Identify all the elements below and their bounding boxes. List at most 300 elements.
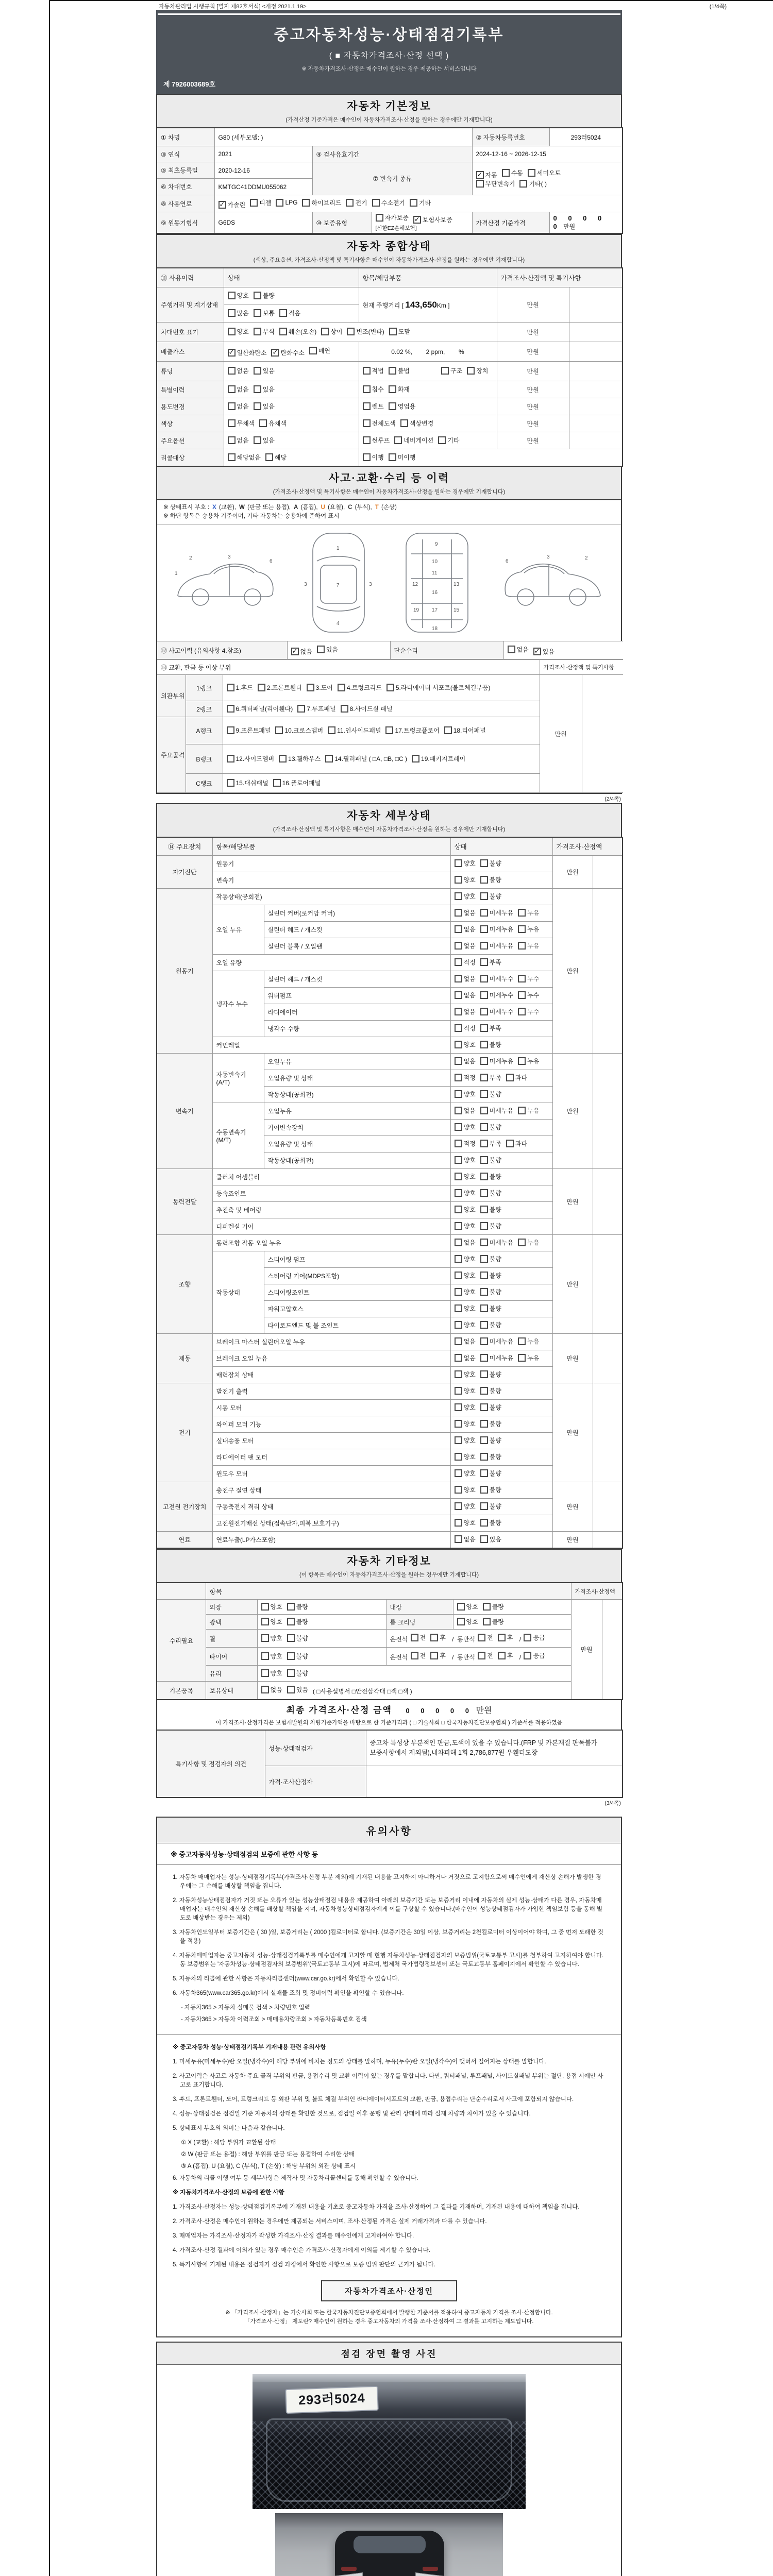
checkbox-option[interactable] — [480, 1238, 513, 1247]
checkbox-option[interactable] — [480, 1403, 501, 1412]
checkbox[interactable] — [385, 726, 393, 734]
checkbox-option[interactable] — [455, 1287, 476, 1296]
state-options[interactable] — [450, 1087, 552, 1103]
checkbox-option[interactable] — [328, 726, 381, 735]
checkbox-option[interactable] — [228, 436, 249, 445]
checkbox-option[interactable] — [254, 327, 275, 336]
checkbox[interactable] — [457, 1618, 465, 1625]
checkbox[interactable] — [389, 385, 396, 393]
checkbox-option[interactable] — [476, 171, 497, 179]
checkbox-option[interactable] — [480, 1304, 501, 1313]
state-options[interactable] — [450, 1350, 552, 1367]
checkbox[interactable] — [389, 328, 397, 335]
checkbox[interactable] — [325, 755, 333, 762]
checkbox-option[interactable] — [455, 892, 476, 901]
checkbox-option[interactable] — [455, 1535, 476, 1544]
checkbox[interactable] — [307, 684, 314, 691]
state-options[interactable] — [257, 1648, 386, 1666]
checkbox-option[interactable] — [478, 1633, 493, 1642]
checkbox[interactable] — [518, 1337, 526, 1345]
checkbox[interactable] — [254, 402, 261, 410]
checkbox[interactable] — [518, 1057, 526, 1065]
checkbox-option[interactable] — [363, 419, 396, 428]
checkbox[interactable] — [455, 1255, 462, 1263]
checkbox[interactable] — [518, 1354, 526, 1362]
checkbox[interactable] — [309, 347, 317, 354]
checkbox[interactable] — [302, 199, 310, 207]
checkbox-option[interactable] — [455, 1139, 476, 1148]
state-options[interactable] — [450, 1103, 552, 1120]
checkbox[interactable] — [480, 1288, 488, 1296]
checkbox[interactable] — [287, 1634, 295, 1642]
checkbox-option[interactable] — [455, 958, 476, 967]
checkbox[interactable] — [261, 1686, 269, 1693]
checkbox[interactable] — [228, 367, 236, 375]
checkbox-option[interactable] — [533, 647, 554, 656]
checkbox[interactable] — [498, 1652, 506, 1659]
checkbox[interactable] — [455, 1189, 462, 1197]
checkbox-option[interactable] — [457, 1602, 478, 1611]
checkbox-option[interactable] — [254, 366, 275, 375]
checkbox[interactable] — [455, 1239, 462, 1246]
checkbox-option[interactable] — [455, 1304, 476, 1313]
checkbox[interactable] — [455, 1140, 462, 1147]
checkbox-option[interactable] — [275, 726, 323, 735]
checkbox[interactable] — [480, 1173, 488, 1180]
warranty-options[interactable] — [372, 212, 472, 234]
checkbox-option[interactable] — [228, 453, 261, 462]
checkbox[interactable] — [411, 1634, 418, 1641]
checkbox[interactable] — [518, 1107, 526, 1114]
checkbox[interactable] — [276, 199, 283, 207]
checkbox[interactable] — [410, 199, 417, 207]
checkbox[interactable]: ✓ — [413, 216, 421, 224]
checkbox[interactable] — [476, 180, 484, 188]
checkbox-option[interactable] — [279, 309, 300, 317]
state-options[interactable] — [450, 1235, 552, 1251]
checkbox-option[interactable] — [519, 179, 547, 188]
checkbox[interactable] — [455, 1403, 462, 1411]
checkbox[interactable] — [480, 1321, 488, 1329]
checkbox[interactable] — [261, 1669, 269, 1677]
checkbox[interactable] — [518, 991, 526, 999]
state-options[interactable] — [450, 1136, 552, 1153]
state-options[interactable] — [450, 1482, 552, 1499]
state-options[interactable] — [450, 1515, 552, 1532]
checkbox[interactable] — [455, 1272, 462, 1279]
checkbox[interactable] — [455, 1304, 462, 1312]
checkbox[interactable] — [438, 436, 446, 444]
checkbox-option[interactable] — [228, 309, 249, 317]
checkbox[interactable]: ✓ — [271, 349, 279, 357]
checkbox-option[interactable] — [480, 1255, 501, 1263]
checkbox-option[interactable] — [279, 754, 321, 763]
state-options[interactable] — [450, 1218, 552, 1235]
checkbox[interactable] — [275, 726, 283, 734]
state-options[interactable] — [453, 1600, 571, 1615]
checkbox-option[interactable] — [480, 1502, 501, 1511]
checkbox[interactable] — [480, 1008, 488, 1015]
checkbox[interactable] — [518, 942, 526, 950]
special-state-options[interactable] — [224, 381, 359, 398]
checkbox-option[interactable] — [455, 1189, 476, 1197]
transmission-row-2[interactable] — [476, 179, 619, 189]
checkbox[interactable] — [430, 1634, 438, 1641]
checkbox-option[interactable] — [480, 1271, 501, 1280]
checkbox-option[interactable] — [502, 168, 523, 177]
checkbox-option[interactable] — [480, 1139, 501, 1148]
checkbox-option[interactable] — [455, 1238, 476, 1247]
checkbox-option[interactable] — [302, 198, 341, 207]
state-options[interactable] — [450, 1185, 552, 1202]
checkbox-option[interactable] — [455, 1106, 476, 1115]
checkbox-option[interactable] — [480, 974, 513, 983]
checkbox-option[interactable] — [372, 198, 405, 207]
checkbox-option[interactable] — [455, 1222, 476, 1230]
state-options[interactable] — [450, 1367, 552, 1383]
state-options[interactable] — [257, 1600, 386, 1615]
checkbox-option[interactable] — [455, 1386, 476, 1395]
state-options[interactable] — [257, 1615, 386, 1630]
checkbox-option[interactable] — [386, 683, 491, 692]
checkbox-option[interactable] — [321, 327, 342, 336]
state-options[interactable] — [450, 856, 552, 872]
checkbox[interactable] — [455, 991, 462, 999]
checkbox-option[interactable] — [455, 1024, 476, 1032]
checkbox-option[interactable] — [273, 778, 321, 787]
wheel-position-options[interactable] — [386, 1630, 571, 1648]
checkbox-option[interactable] — [287, 1669, 308, 1677]
checkbox[interactable] — [518, 925, 526, 933]
checkbox[interactable] — [317, 646, 325, 653]
state-options[interactable] — [450, 1251, 552, 1268]
checkbox[interactable] — [480, 1535, 488, 1543]
checkbox[interactable] — [455, 1123, 462, 1131]
checkbox-option[interactable] — [261, 1652, 282, 1660]
checkbox-option[interactable] — [254, 309, 275, 317]
checkbox[interactable] — [480, 1057, 488, 1065]
checkbox-option[interactable] — [297, 704, 335, 713]
checkbox-option[interactable] — [457, 1617, 478, 1626]
checkbox-option[interactable] — [480, 1024, 501, 1032]
checkbox-option[interactable] — [480, 1090, 501, 1098]
mileage-amount-options[interactable] — [224, 304, 359, 323]
checkbox[interactable] — [480, 1074, 488, 1081]
checkbox-option[interactable] — [441, 366, 462, 375]
checkbox[interactable] — [227, 779, 234, 787]
state-options[interactable] — [450, 1284, 552, 1301]
checkbox-option[interactable] — [480, 1353, 513, 1362]
checkbox[interactable] — [279, 328, 287, 335]
checkbox[interactable] — [502, 169, 510, 177]
checkbox-option[interactable] — [480, 1535, 501, 1544]
transmission-row-1[interactable] — [476, 168, 619, 179]
rankB-options[interactable] — [223, 744, 540, 774]
checkbox-option[interactable] — [250, 198, 271, 207]
checkbox-option[interactable] — [455, 1123, 476, 1131]
checkbox-option[interactable] — [518, 974, 539, 983]
checkbox[interactable] — [389, 402, 396, 410]
checkbox[interactable] — [455, 925, 462, 933]
checkbox[interactable] — [228, 453, 236, 461]
checkbox-option[interactable] — [455, 1452, 476, 1461]
state-options[interactable] — [450, 1070, 552, 1087]
checkbox-option[interactable] — [287, 1617, 308, 1626]
checkbox-option[interactable] — [227, 754, 275, 763]
checkbox[interactable] — [480, 1239, 488, 1246]
checkbox-option[interactable] — [438, 436, 459, 445]
checkbox[interactable] — [363, 385, 371, 393]
checkbox-option[interactable] — [480, 925, 513, 934]
checkbox[interactable] — [228, 419, 236, 427]
state-options[interactable] — [450, 1317, 552, 1334]
checkbox[interactable] — [254, 385, 261, 393]
checkbox[interactable] — [480, 1387, 488, 1395]
checkbox[interactable]: ✓ — [291, 648, 299, 655]
checkbox[interactable] — [455, 1041, 462, 1048]
rankC-options[interactable] — [223, 774, 540, 793]
checkbox[interactable] — [297, 705, 305, 713]
checkbox-option[interactable] — [455, 1518, 476, 1527]
checkbox-option[interactable] — [476, 179, 515, 188]
checkbox[interactable] — [480, 1436, 488, 1444]
checkbox-option[interactable] — [455, 974, 476, 983]
checkbox[interactable] — [480, 925, 488, 933]
color-state-options[interactable] — [224, 415, 359, 432]
checkbox-option[interactable] — [279, 327, 316, 336]
checkbox[interactable] — [455, 859, 462, 867]
checkbox-option[interactable] — [411, 1633, 426, 1642]
simple-repair-options[interactable] — [503, 641, 623, 659]
checkbox-option[interactable] — [480, 1370, 501, 1379]
checkbox[interactable] — [441, 367, 449, 375]
checkbox[interactable] — [430, 1652, 438, 1659]
checkbox[interactable] — [455, 975, 462, 982]
checkbox[interactable] — [455, 1535, 462, 1543]
checkbox-option[interactable] — [455, 1040, 476, 1049]
checkbox-option[interactable] — [455, 1271, 476, 1280]
checkbox[interactable] — [341, 705, 348, 713]
checkbox[interactable] — [455, 1387, 462, 1395]
checkbox[interactable] — [518, 1239, 526, 1246]
checkbox-option[interactable] — [228, 385, 249, 394]
state-options[interactable] — [450, 1021, 552, 1037]
checkbox[interactable] — [480, 958, 488, 966]
checkbox[interactable] — [363, 402, 371, 410]
checkbox[interactable] — [480, 1024, 488, 1032]
checkbox-option[interactable] — [219, 200, 246, 209]
checkbox-option[interactable] — [480, 1320, 501, 1329]
checkbox[interactable] — [455, 942, 462, 950]
checkbox-option[interactable] — [363, 385, 384, 394]
checkbox-option[interactable] — [518, 941, 539, 950]
checkbox[interactable] — [455, 1173, 462, 1180]
checkbox[interactable] — [228, 436, 236, 444]
checkbox[interactable] — [508, 646, 515, 653]
checkbox[interactable] — [328, 726, 335, 734]
checkbox[interactable] — [228, 292, 236, 299]
checkbox-option[interactable] — [480, 1419, 501, 1428]
checkbox[interactable] — [228, 309, 236, 317]
checkbox[interactable] — [455, 909, 462, 917]
checkbox-option[interactable] — [480, 958, 501, 967]
checkbox[interactable] — [455, 876, 462, 884]
checkbox-option[interactable] — [261, 1669, 282, 1677]
checkbox-option[interactable] — [455, 1370, 476, 1379]
checkbox-option[interactable] — [455, 941, 476, 950]
checkbox-option[interactable] — [480, 1518, 501, 1527]
state-options[interactable] — [450, 905, 552, 922]
checkbox[interactable] — [279, 755, 287, 762]
checkbox-option[interactable] — [518, 1238, 539, 1247]
checkbox[interactable] — [363, 419, 371, 427]
state-options[interactable] — [450, 889, 552, 905]
checkbox[interactable] — [480, 876, 488, 884]
checkbox-option[interactable] — [309, 346, 330, 355]
checkbox-option[interactable] — [228, 366, 249, 375]
checkbox-option[interactable] — [518, 1106, 539, 1115]
checkbox[interactable] — [455, 1107, 462, 1114]
checkbox-option[interactable] — [265, 453, 287, 462]
checkbox[interactable] — [444, 726, 452, 734]
checkbox-option[interactable] — [480, 1040, 501, 1049]
state-options[interactable] — [450, 1433, 552, 1449]
checkbox-option[interactable] — [430, 1651, 446, 1660]
checkbox[interactable] — [455, 1337, 462, 1345]
checkbox[interactable] — [480, 1337, 488, 1345]
checkbox-option[interactable] — [338, 683, 382, 692]
checkbox-option[interactable] — [518, 1337, 539, 1346]
checkbox[interactable] — [455, 1354, 462, 1362]
checkbox-option[interactable] — [307, 683, 333, 692]
checkbox[interactable] — [480, 1354, 488, 1362]
checkbox-option[interactable] — [325, 754, 407, 763]
checkbox-option[interactable] — [346, 198, 367, 207]
checkbox[interactable] — [455, 1502, 462, 1510]
checkbox-option[interactable] — [363, 453, 384, 462]
checkbox[interactable] — [287, 1669, 295, 1677]
checkbox[interactable] — [506, 1140, 514, 1147]
checkbox[interactable] — [455, 1453, 462, 1461]
checkbox-option[interactable] — [389, 402, 416, 411]
checkbox[interactable] — [228, 402, 236, 410]
checkbox-option[interactable] — [455, 1172, 476, 1181]
checkbox[interactable] — [411, 1652, 418, 1659]
checkbox-option[interactable] — [455, 1436, 476, 1445]
checkbox-option[interactable] — [480, 1287, 501, 1296]
checkbox[interactable] — [254, 309, 261, 317]
checkbox[interactable] — [261, 1603, 269, 1611]
checkbox-option[interactable] — [389, 453, 416, 462]
checkbox[interactable] — [455, 1057, 462, 1065]
checkbox[interactable] — [227, 726, 234, 734]
checkbox[interactable] — [363, 436, 371, 444]
checkbox[interactable] — [480, 1206, 488, 1213]
checkbox-option[interactable] — [444, 726, 486, 735]
state-options[interactable] — [450, 1416, 552, 1433]
checkbox-option[interactable] — [480, 875, 501, 884]
checkbox[interactable] — [519, 180, 527, 188]
checkbox[interactable] — [480, 1222, 488, 1230]
checkbox[interactable] — [480, 1453, 488, 1461]
checkbox[interactable] — [528, 169, 535, 177]
state-options[interactable] — [450, 1037, 552, 1054]
checkbox[interactable] — [259, 419, 267, 427]
usechange-kind-options[interactable] — [359, 398, 497, 415]
checkbox-option[interactable] — [455, 1205, 476, 1214]
state-options[interactable] — [450, 1334, 552, 1350]
checkbox[interactable] — [480, 991, 488, 999]
tuning-legal-options[interactable] — [363, 366, 414, 376]
checkbox-option[interactable] — [276, 199, 297, 207]
checkbox-option[interactable] — [480, 1156, 501, 1164]
checkbox[interactable] — [273, 779, 281, 787]
checkbox-option[interactable] — [480, 1172, 501, 1181]
state-options[interactable] — [450, 1400, 552, 1416]
checkbox[interactable] — [483, 1603, 491, 1611]
checkbox[interactable] — [279, 309, 287, 317]
checkbox-option[interactable] — [455, 1403, 476, 1412]
checkbox-option[interactable] — [227, 683, 253, 692]
checkbox[interactable] — [254, 436, 261, 444]
checkbox-option[interactable] — [506, 1139, 527, 1148]
checkbox-option[interactable] — [341, 704, 393, 713]
checkbox[interactable] — [455, 892, 462, 900]
checkbox[interactable] — [455, 1288, 462, 1296]
checkbox-option[interactable] — [524, 1651, 545, 1660]
checkbox[interactable] — [394, 436, 402, 444]
checkbox[interactable] — [506, 1074, 514, 1081]
checkbox-option[interactable] — [394, 436, 433, 445]
checkbox-option[interactable] — [467, 366, 488, 375]
checkbox[interactable] — [455, 1486, 462, 1494]
checkbox-option[interactable] — [455, 1073, 476, 1082]
checkbox-option[interactable] — [518, 991, 539, 999]
checkbox[interactable]: ✓ — [219, 201, 226, 209]
checkbox[interactable] — [480, 1519, 488, 1527]
checkbox-option[interactable] — [412, 754, 465, 763]
checkbox-option[interactable] — [480, 1123, 501, 1131]
checkbox[interactable] — [480, 1041, 488, 1048]
state-options[interactable] — [450, 971, 552, 988]
checkbox[interactable] — [480, 1420, 488, 1428]
checkbox[interactable] — [228, 385, 236, 393]
checkbox[interactable] — [467, 367, 475, 375]
checkbox-option[interactable] — [363, 366, 384, 375]
checkbox[interactable] — [372, 199, 380, 207]
checkbox[interactable] — [498, 1634, 506, 1641]
checkbox[interactable] — [287, 1652, 295, 1660]
checkbox[interactable] — [455, 1519, 462, 1527]
checkbox-option[interactable] — [287, 1685, 308, 1694]
checkbox-option[interactable] — [480, 892, 501, 901]
checkbox[interactable] — [363, 453, 371, 461]
emission-options[interactable] — [224, 342, 359, 362]
checkbox[interactable] — [455, 1156, 462, 1164]
state-options[interactable] — [450, 1449, 552, 1466]
checkbox-option[interactable] — [508, 645, 529, 654]
state-options[interactable] — [450, 1532, 552, 1549]
checkbox[interactable] — [265, 453, 273, 461]
checkbox-option[interactable] — [376, 213, 409, 222]
checkbox[interactable] — [287, 1686, 295, 1693]
checkbox-option[interactable] — [411, 1651, 426, 1660]
checkbox[interactable] — [227, 705, 234, 713]
color-kind-options[interactable] — [359, 415, 497, 432]
checkbox-option[interactable] — [480, 1485, 501, 1494]
checkbox[interactable] — [480, 1486, 488, 1494]
tire-position-options[interactable] — [386, 1648, 571, 1666]
